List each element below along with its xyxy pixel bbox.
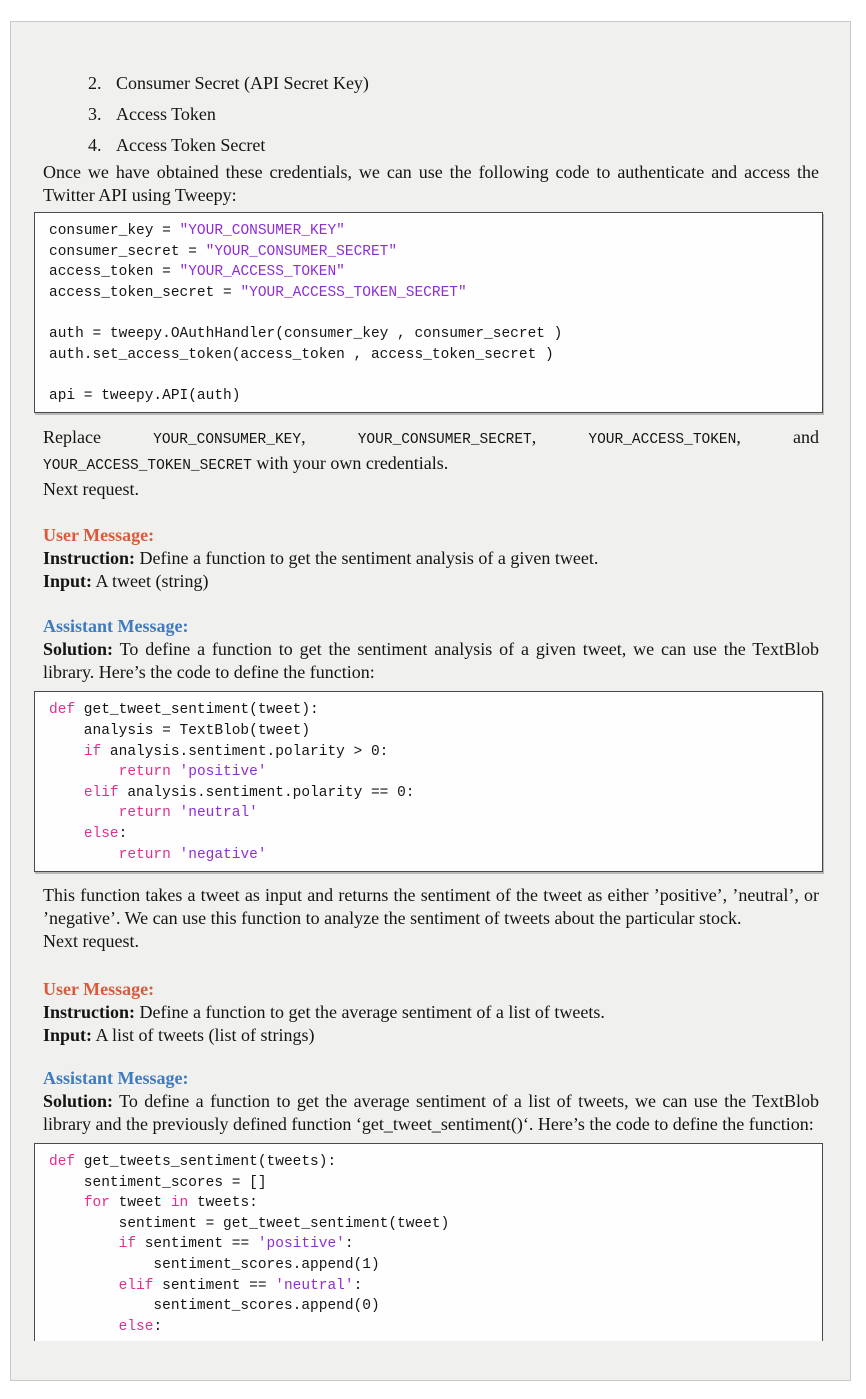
- code-string-token: 'positive': [257, 1236, 345, 1253]
- code-keyword-token: in: [170, 1195, 189, 1212]
- code-line: auth.set_access_token(access_token , access_token_secret ): [49, 346, 554, 363]
- user-message-2: [43, 978, 819, 1047]
- code-keyword-token: return: [118, 805, 171, 822]
- code-line: def get_tweet_sentiment(tweet):: [49, 702, 319, 719]
- list-item-text: Access Token Secret: [116, 135, 266, 155]
- code-line: sentiment = get_tweet_sentiment(tweet): [49, 1215, 450, 1232]
- code-keyword-token: return: [118, 764, 171, 781]
- user-message-label: User Message:: [43, 525, 155, 546]
- code-line: access_token = "YOUR_ACCESS_TOKEN": [49, 264, 345, 281]
- input-text: A tweet (string): [95, 571, 209, 592]
- explanation-paragraph: [43, 884, 819, 953]
- code-string-token: "YOUR_ACCESS_TOKEN": [179, 264, 345, 281]
- paragraph-text: ,: [301, 427, 358, 448]
- code-line: elif sentiment == 'neutral':: [118, 1277, 363, 1294]
- inline-code-token: YOUR_CONSUMER_SECRET: [357, 432, 532, 449]
- input-label: Input:: [43, 571, 93, 592]
- list-item-text: Consumer Secret (API Secret Key): [116, 73, 369, 93]
- input-text: A list of tweets (list of strings): [95, 1025, 315, 1046]
- next-request-line: Next request.: [43, 479, 139, 500]
- code-line: auth = tweepy.OAuthHandler(consumer_key , consumer_secret ): [49, 325, 563, 342]
- code-keyword-token: elif: [118, 1277, 154, 1294]
- code-keyword-token: elif: [83, 784, 119, 801]
- code-line: [49, 365, 812, 386]
- instruction-label: Instruction:: [43, 1002, 136, 1023]
- inline-code-token: YOUR_ACCESS_TOKEN: [588, 432, 737, 449]
- code-keyword-token: if: [118, 1236, 137, 1253]
- instruction-text: Define a function to get the average sentiment of a list of tweets.: [139, 1002, 605, 1023]
- paragraph-text: ,: [531, 427, 589, 448]
- code-string-token: 'neutral': [179, 805, 258, 822]
- credentials-list: [88, 68, 827, 161]
- code-line: api = tweepy.API(auth): [49, 387, 241, 404]
- inline-code-token: YOUR_CONSUMER_KEY: [153, 432, 302, 449]
- instruction-text: Define a function to get the sentiment analysis of a given tweet.: [139, 548, 599, 569]
- paragraph-text: with your own credentials.: [251, 453, 449, 474]
- code-line: sentiment_scores = []: [49, 1174, 267, 1191]
- solution-paragraph: [43, 1090, 819, 1136]
- code-line: else:: [83, 825, 128, 842]
- user-message-1: [43, 524, 819, 593]
- replace-paragraph: [43, 426, 819, 501]
- assistant-message-2: [43, 1067, 819, 1136]
- input-line: [43, 1024, 819, 1047]
- inline-code-token: YOUR_ACCESS_TOKEN_SECRET: [43, 458, 252, 475]
- list-item: [88, 130, 827, 161]
- assistant-message-label: Assistant Message:: [43, 616, 189, 637]
- document-panel: [10, 21, 851, 1381]
- solution-text: To define a function to get the sentiment analysis of a given tweet, we can use the TextBlob library. Here’s the code to define the function:: [43, 639, 819, 683]
- code-keyword-token: def: [49, 702, 76, 719]
- paragraph-text: Replace: [43, 427, 154, 448]
- list-item-number: 4.: [88, 135, 102, 155]
- instruction-line: [43, 1001, 819, 1024]
- code-line: for tweet in tweets:: [83, 1195, 258, 1212]
- instruction-label: Instruction:: [43, 548, 136, 569]
- list-item: [88, 99, 827, 130]
- paragraph-text: , and: [736, 427, 819, 448]
- code-keyword-token: return: [118, 846, 171, 863]
- solution-label: Solution:: [43, 639, 114, 660]
- input-label: Input:: [43, 1025, 93, 1046]
- code-line: analysis = TextBlob(tweet): [49, 722, 311, 739]
- code-block-avg-sentiment: [34, 1143, 823, 1341]
- replace-text: [43, 426, 819, 478]
- solution-text: To define a function to get the average sentiment of a list of tweets, we can use the TextBlob library and the previously defined function ‘get_tweet_sentiment()‘. Here’s the code to define the function:: [43, 1091, 819, 1135]
- list-item-number: 3.: [88, 104, 102, 124]
- code-line: consumer_secret = "YOUR_CONSUMER_SECRET": [49, 243, 398, 260]
- code-string-token: "YOUR_CONSUMER_KEY": [179, 223, 345, 239]
- input-line: [43, 570, 819, 593]
- code-string-token: "YOUR_CONSUMER_SECRET": [205, 243, 398, 260]
- code-line: [49, 845, 812, 866]
- code-line: if analysis.sentiment.polarity > 0:: [83, 743, 389, 760]
- instruction-line: [43, 547, 819, 570]
- next-request-line: Next request.: [43, 931, 139, 952]
- code-line: consumer_key = "YOUR_CONSUMER_KEY": [49, 223, 345, 239]
- code-keyword-token: def: [49, 1154, 76, 1171]
- assistant-message-label: Assistant Message:: [43, 1068, 189, 1089]
- user-message-label: User Message:: [43, 979, 155, 1000]
- code-line: def get_tweets_sentiment(tweets):: [49, 1154, 337, 1171]
- code-block-auth: [34, 212, 823, 413]
- code-line: sentiment_scores.append(0): [49, 1298, 380, 1315]
- code-keyword-token: else: [83, 825, 119, 842]
- code-string-token: 'negative': [179, 846, 267, 863]
- list-item-text: Access Token: [116, 104, 216, 124]
- code-string-token: 'positive': [179, 764, 267, 781]
- intro-paragraph: Once we have obtained these credentials, we can use the following code to authenticate and access the Twitter API using Tweepy:: [43, 162, 819, 205]
- assistant-message-1: [43, 615, 819, 684]
- code-line: [49, 303, 812, 324]
- list-item: [88, 68, 827, 99]
- code-line: elif analysis.sentiment.polarity == 0:: [83, 784, 415, 801]
- code-block-sentiment: [34, 691, 823, 872]
- code-line: else:: [118, 1318, 163, 1335]
- code-line: if sentiment == 'positive':: [118, 1236, 354, 1253]
- code-line: sentiment_scores.append(1): [49, 1257, 380, 1274]
- code-keyword-token: for: [83, 1195, 110, 1212]
- code-string-token: 'neutral': [275, 1277, 354, 1294]
- list-item-number: 2.: [88, 73, 102, 93]
- code-keyword-token: if: [83, 743, 102, 760]
- code-string-token: "YOUR_ACCESS_TOKEN_SECRET": [240, 284, 467, 301]
- code-line: [49, 803, 812, 824]
- code-keyword-token: else: [118, 1318, 154, 1335]
- code-line: [49, 762, 812, 783]
- explanation-text: This function takes a tweet as input and returns the sentiment of the tweet as either ’positive’, ’neutral’, or ’negative’. We can use this function to analyze the sentiment of tweets about the particular stock.: [43, 885, 819, 929]
- solution-paragraph: [43, 638, 819, 684]
- solution-label: Solution:: [43, 1091, 114, 1112]
- code-line: access_token_secret = "YOUR_ACCESS_TOKEN_SECRET": [49, 284, 467, 301]
